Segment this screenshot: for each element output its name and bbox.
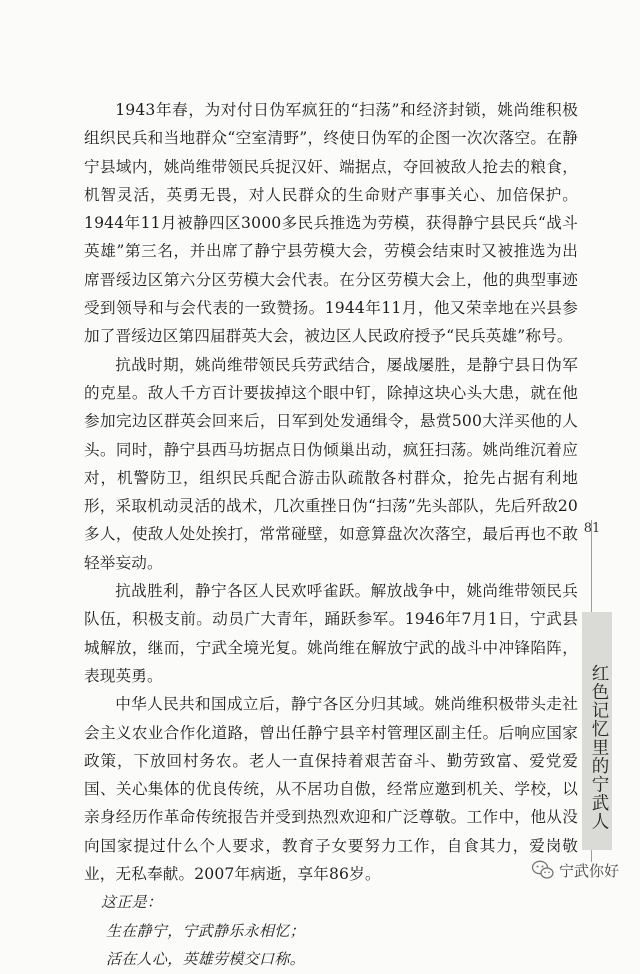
page-number: 81 (583, 521, 601, 536)
paragraph-1943-militia: 1943年春，为对付日伪军疯狂的“扫荡”和经济封锁，姚尚维积极组织民兵和当地群众“空室清野”，终使日伪军的企图一次次落空。在静宁县域内，姚尚维带领民兵捉汉奸、端据点，夺回被敌人抢去的粮食，机智灵活，英勇无畏，对人民群众的生命财产事事关心、加倍保护。1944年11月被静四区3000多民兵推选为劳模，获得静宁县民兵“战斗英雄”第三名，并出席了静宁县劳模大会，劳模会结束时又被推选为出席晋绥边区第六分区劳模大会代表。在分区劳模大会上，他的典型事迹受到领导和与会代表的一致赞扬。1944年11月，他又荣幸地在兴县参加了晋绥边区第四届群英大会，被边区人民政府授予“民兵英雄”称号。 (84, 101, 578, 346)
poem-line-2: 活在人心，英雄劳模交口称。 (106, 950, 305, 969)
paragraph-victory-liberation: 抗战胜利，静宁各区人民欢呼雀跃。解放战争中，姚尚维带领民兵队伍，积极支前。动员广大青年，踊跃参军。1946年7月1日，宁武县城解放，继而，宁武全境光复。姚尚维在解放宁武的战斗中冲锋陷阵，表现英勇。 (84, 582, 578, 685)
watermark-text: 宁武你好 (559, 861, 620, 880)
poem-intro: 这正是： (101, 893, 163, 912)
wechat-icon (531, 859, 555, 881)
paragraph-anti-japanese-war: 抗战时期，姚尚维带领民兵劳武结合，屡战屡胜，是静宁县日伪军的克星。敌人千方百计要拔掉这个眼中钉，除掉这块心头大患，就在他参加完边区群英会回来后，日军到处发通缉令，悬赏500大洋买他的人头。同时，静宁县西马坊据点日伪倾巢出动，疯狂扫荡。姚尚维沉着应对，机警防卫，组织民兵配合游击队疏散各村群众，抢先占据有利地形，采取机动灵活的战术，几次重挫日伪“扫荡”先头部队，先后歼敌20多人，使敌人处处挨打，常常碰壁，如意算盘次次落空，最后再也不敢轻举妄动。 (84, 355, 578, 572)
paragraph-after-1949: 中华人民共和国成立后，静宁各区分归其域。姚尚维积极带头走社会主义农业合作化道路，曾出任静宁县辛村管理区副主任。后响应国家政策，下放回村务农。老人一直保持着艰苦奋斗、勤劳致富、爱党爱国、关心集体的优良传统，从不居功自傲，经常应邀到机关、学校，以亲身经历作革命传统报告并受到热烈欢迎和广泛尊敬。工作中，他从没向国家提过什么个人要求，教育子女要努力工作，自食其力，爱岗敬业，无私奉献。2007年病逝，享年86岁。 (84, 695, 578, 884)
wechat-watermark (531, 858, 619, 882)
article-body (84, 96, 578, 974)
chapter-side-title: 红色记忆里的宁武人 (589, 664, 609, 831)
poem-line-1: 生在静宁，宁武静乐永相忆； (106, 921, 305, 940)
